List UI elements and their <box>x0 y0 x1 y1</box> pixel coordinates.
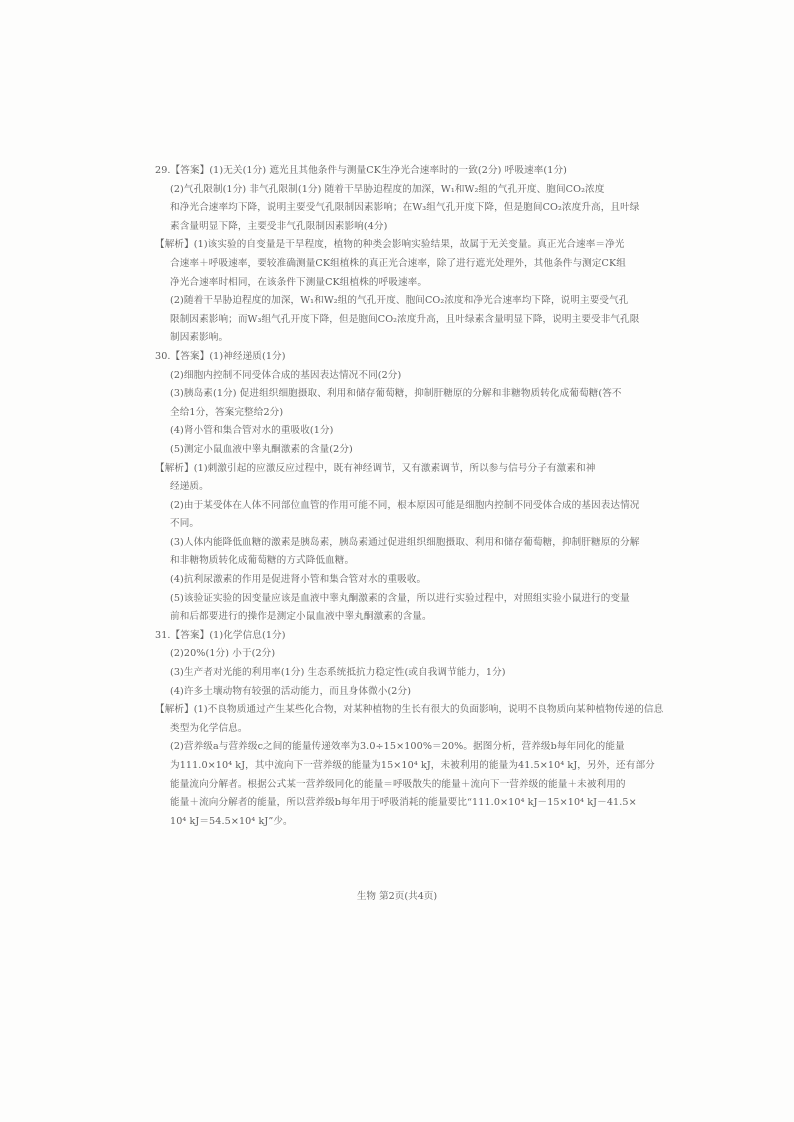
text-line: 30.【答案】(1)神经递质(1分) <box>155 350 286 362</box>
text-line: (4)抗利尿激素的作用是促进肾小管和集合管对水的重吸收。 <box>170 574 427 586</box>
text-line: (3)人体内能降低血糖的激素是胰岛素，胰岛素通过促进组织细胞摄取、利用和储存葡萄糖，抑制肝糖原的分解 <box>170 536 640 548</box>
text-line: 类型为化学信息。 <box>170 722 248 734</box>
text-line: 经递质。 <box>170 481 209 493</box>
text-line: (2)气孔限制(1分) 非气孔限制(1分) 随着干旱胁迫程度的加深，W₁和W₂组的气孔开度、胞间CO₂浓度 <box>170 183 605 195</box>
text-line: (3)生产者对光能的利用率(1分) 生态系统抵抗力稳定性(或自我调节能力，1分) <box>170 667 506 679</box>
text-line: 【解析】(1)刺激引起的应激反应过程中，既有神经调节，又有激素调节，所以参与信号分子有激素和神 <box>155 462 596 474</box>
text-line: 能量流向分解者。根据公式某一营养级同化的能量＝呼吸散失的能量＋流向下一营养级的能量＋未被利用的 <box>170 778 626 790</box>
text-line: (2)细胞内控制不同受体合成的基因表达情况不同(2分) <box>170 369 402 381</box>
text-line: (5)测定小鼠血液中睾丸酮激素的含量(2分) <box>170 443 353 455</box>
text-line: 和非糖物质转化成葡萄糖的方式降低血糖。 <box>170 555 355 567</box>
text-line: (5)该验证实验的因变量应该是血液中睾丸酮激素的含量，所以进行实验过程中，对照组实验小鼠进行的变量 <box>170 592 630 604</box>
text-line: 【解析】(1)该实验的自变量是干旱程度，植物的种类会影响实验结果，故属于无关变量。真正光合速率＝净光 <box>155 239 625 251</box>
answer-body <box>155 162 680 831</box>
text-line: (2)营养级a与营养级c之间的能量传递效率为3.0÷15×100%＝20%。据图分析，营养级b每年同化的能量 <box>170 741 625 753</box>
text-line: 和净光合速率均下降，说明主要受气孔限制因素影响；在W₃组气孔开度下降，但是胞间CO₂浓度升高，且叶绿 <box>170 202 640 214</box>
text-line: 全给1分，答案完整给2分) <box>170 406 284 418</box>
page-footer: 生物 第2页(共4页) <box>356 891 438 902</box>
text-line: (4)许多土壤动物有较强的活动能力，而且身体微小(2分) <box>170 685 412 697</box>
text-line: (2)随着干旱胁迫程度的加深，W₁和W₂组的气孔开度、胞间CO₂浓度和净光合速率均下降，说明主要受气孔 <box>170 295 629 307</box>
text-line: 10⁴ kJ＝54.5×10⁴ kJ”少。 <box>170 815 293 827</box>
text-line: (2)20%(1分) 小于(2分) <box>170 648 276 660</box>
text-line: (2)由于某受体在人体不同部位血管的作用可能不同，根本原因可能是细胞内控制不同受体合成的基因表达情况 <box>170 499 640 511</box>
text-line: 素含量明显下降，主要受非气孔限制因素影响(4分) <box>170 220 388 232</box>
text-line: 净光合速率时相同，在该条件下测量CK组植株的呼吸速率。 <box>170 276 428 288</box>
text-line: 29.【答案】(1)无关(1分) 遮光且其他条件与测量CK生净光合速率时的一致(2分) 呼吸速率(1分) <box>155 165 568 176</box>
text-line: (3)胰岛素(1分) 促进组织细胞摄取、利用和储存葡萄糖，抑制肝糖原的分解和非糖物质转化成葡萄糖(答不 <box>170 388 622 400</box>
text-line: 能量＋流向分解者的能量，所以营养级b每年用于呼吸消耗的能量要比“111.0×10⁴ kJ－15×10⁴ kJ－41.5× <box>170 797 637 809</box>
text-line: 前和后都要进行的操作是测定小鼠血液中睾丸酮激素的含量。 <box>170 611 432 623</box>
text-line: 限制因素影响；而W₃组气孔开度下降，但是胞间CO₂浓度升高，且叶绿素含量明显下降，说明主要受非气孔限 <box>170 313 640 325</box>
text-line: 【解析】(1)不良物质通过产生某些化合物，对某种植物的生长有很大的负面影响，说明不良物质向某种植物传递的信息 <box>155 704 664 716</box>
text-line: 制因素影响。 <box>170 332 229 344</box>
text-line: 31.【答案】(1)化学信息(1分) <box>155 629 286 641</box>
text-line: 为111.0×10⁴ kJ，其中流向下一营养级的能量为15×10⁴ kJ，未被利用的能量为41.5×10⁴ kJ，另外，还有部分 <box>170 760 655 771</box>
text-line: (4)肾小管和集合管对水的重吸收(1分) <box>170 425 334 437</box>
text-line: 不同。 <box>170 518 200 530</box>
text-line: 合速率＋呼吸速率，要较准确测量CK组植株的真正光合速率，除了进行遮光处理外，其他条件与测定CK组 <box>170 257 626 269</box>
